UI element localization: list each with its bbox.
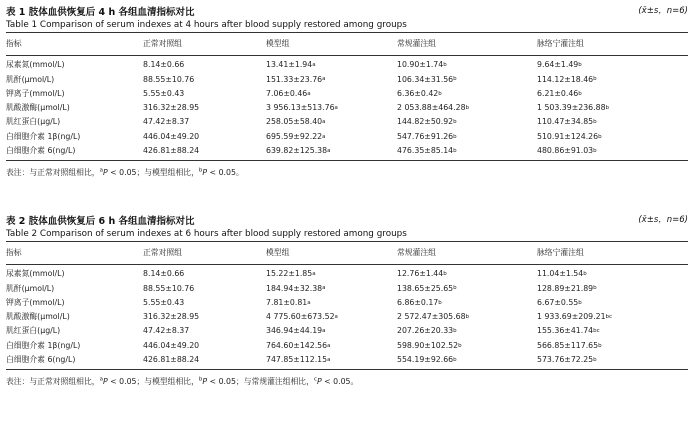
model-value: 346.94±44.19 a xyxy=(266,326,326,336)
model-value: 258.05±58.40 a xyxy=(266,117,326,127)
table-2-header-normal: 正常对照组 xyxy=(143,248,182,258)
table-1-caption-en: Table 1 Comparison of serum indexes at 4 hours after blood supply restored among groups xyxy=(6,20,407,30)
model-value: 15.22±1.85 a xyxy=(266,269,316,279)
table-1-header-row xyxy=(6,33,688,55)
routine-value: 10.90±1.74 b xyxy=(397,60,447,70)
table-row xyxy=(6,144,688,158)
model-value: 151.33±23.76 a xyxy=(266,74,326,84)
row-label: 钾离子(mmol/L) xyxy=(6,297,65,307)
model-value: 3 956.13±513.76 a xyxy=(266,103,338,113)
mailuoning-value: 155.36±41.74 bc xyxy=(537,326,600,336)
normal-value: 8.14±0.66 xyxy=(143,269,185,279)
row-label: 尿素氮(mmol/L) xyxy=(6,60,65,70)
table-row xyxy=(6,310,688,324)
table-2-title-row xyxy=(6,213,688,227)
table-1-body xyxy=(6,56,688,160)
mailuoning-value: 1 503.39±236.88 b xyxy=(537,103,610,113)
model-value: 7.81±0.81 a xyxy=(266,297,311,307)
row-label: 肌酸激酶(μmol/L) xyxy=(6,103,70,113)
model-value: 4 775.60±673.52 a xyxy=(266,312,338,322)
mailuoning-value: 1 933.69±209.21 bc xyxy=(537,312,613,322)
routine-value: 138.65±25.65 b xyxy=(397,283,457,293)
table-2 xyxy=(6,213,688,387)
table-2-header-mailuoning: 脉络宁灌注组 xyxy=(537,248,584,258)
table-row xyxy=(6,296,688,310)
table-1-header-normal: 正常对照组 xyxy=(143,39,182,49)
table-2-stat-note: (x̄±s，n=6) xyxy=(638,215,688,225)
table-row xyxy=(6,101,688,115)
table-row xyxy=(6,87,688,101)
normal-value: 426.81±88.24 xyxy=(143,355,200,365)
mailuoning-value: 110.47±34.85 b xyxy=(537,117,597,127)
routine-value: 476.35±85.14 b xyxy=(397,146,457,156)
mailuoning-value: 6.67±0.55 b xyxy=(537,297,582,307)
mailuoning-value: 11.04±1.54 b xyxy=(537,269,587,279)
routine-value: 2 572.47±305.68 b xyxy=(397,312,470,322)
table-2-footnote: 表注：与正常对照组相比，$^a$P < 0.05；与模型组相比，$^b$P < 0.05；与常规灌注组相比，$^c$P < 0.05。 xyxy=(6,376,359,387)
normal-value: 8.14±0.66 xyxy=(143,60,185,70)
mailuoning-value: 128.89±21.89 b xyxy=(537,283,597,293)
routine-value: 598.90±102.52 b xyxy=(397,340,462,350)
routine-value: 2 053.88±464.28 b xyxy=(397,103,470,113)
table-2-caption-cn: 表 2 肢体血供恢复后 6 h 各组血清指标对比 xyxy=(6,216,195,227)
row-label: 白细胞介素 6(ng/L) xyxy=(6,146,76,156)
model-value: 747.85±112.15 a xyxy=(266,355,331,365)
table-row xyxy=(6,129,688,143)
routine-value: 207.26±20.33 b xyxy=(397,326,457,336)
table-2-header-model: 模型组 xyxy=(266,248,290,258)
table-2-header-routine: 常规灌注组 xyxy=(397,248,436,258)
mailuoning-value: 9.64±1.49 b xyxy=(537,60,582,70)
row-label: 肌酐(μmol/L) xyxy=(6,74,55,84)
normal-value: 5.55±0.43 xyxy=(143,88,185,98)
routine-value: 106.34±31.56 b xyxy=(397,74,457,84)
table-1-header-routine: 常规灌注组 xyxy=(397,39,436,49)
normal-value: 47.42±8.37 xyxy=(143,326,190,336)
normal-value: 316.32±28.95 xyxy=(143,103,200,113)
normal-value: 316.32±28.95 xyxy=(143,312,200,322)
routine-value: 6.36±0.42 b xyxy=(397,88,442,98)
row-label: 肌红蛋白(μg/L) xyxy=(6,117,61,127)
table-row xyxy=(6,338,688,352)
normal-value: 5.55±0.43 xyxy=(143,297,185,307)
row-label: 肌红蛋白(μg/L) xyxy=(6,326,61,336)
mailuoning-value: 480.86±91.03 b xyxy=(537,146,597,156)
row-label: 尿素氮(mmol/L) xyxy=(6,269,65,279)
row-label: 肌酸激酶(μmol/L) xyxy=(6,312,70,322)
mailuoning-value: 114.12±18.46 b xyxy=(537,74,597,84)
normal-value: 426.81±88.24 xyxy=(143,146,200,156)
normal-value: 446.04±49.20 xyxy=(143,131,200,141)
routine-value: 144.82±50.92 b xyxy=(397,117,457,127)
table-1-caption-cn: 表 1 肢体血供恢复后 4 h 各组血清指标对比 xyxy=(6,7,195,18)
table-1-header-indicator: 指标 xyxy=(6,39,22,49)
table-1 xyxy=(6,4,688,178)
table-row xyxy=(6,115,688,129)
table-2-header-indicator: 指标 xyxy=(6,248,22,258)
model-value: 184.94±32.38 a xyxy=(266,283,326,293)
model-value: 13.41±1.94 a xyxy=(266,60,316,70)
normal-value: 446.04±49.20 xyxy=(143,340,200,350)
routine-value: 6.86±0.17 b xyxy=(397,297,442,307)
model-value: 764.60±142.56 a xyxy=(266,340,331,350)
routine-value: 12.76±1.44 b xyxy=(397,269,447,279)
row-label: 白细胞介素 6(ng/L) xyxy=(6,355,76,365)
table-row xyxy=(6,324,688,338)
routine-value: 547.76±91.26 b xyxy=(397,131,457,141)
table-1-footnote: 表注：与正常对照组相比，$^a$P < 0.05；与模型组相比，$^b$P < 0.05。 xyxy=(6,167,244,178)
normal-value: 88.55±10.76 xyxy=(143,74,195,84)
mailuoning-value: 6.21±0.46 b xyxy=(537,88,582,98)
mailuoning-value: 510.91±124.26 b xyxy=(537,131,602,141)
row-label: 白细胞介素 1β(ng/L) xyxy=(6,340,81,350)
table-row xyxy=(6,72,688,86)
table-row xyxy=(6,353,688,367)
table-2-body xyxy=(6,265,688,369)
model-value: 7.06±0.46 a xyxy=(266,88,311,98)
model-value: 695.59±92.22 a xyxy=(266,131,326,141)
table-1-title-row xyxy=(6,4,688,18)
row-label: 钾离子(mmol/L) xyxy=(6,88,65,98)
mailuoning-value: 573.76±72.25 b xyxy=(537,355,597,365)
table-2-header-row xyxy=(6,242,688,264)
table-1-header-model: 模型组 xyxy=(266,39,290,49)
table-row xyxy=(6,58,688,72)
table-row xyxy=(6,281,688,295)
model-value: 639.82±125.38 a xyxy=(266,146,331,156)
mailuoning-value: 566.85±117.65 b xyxy=(537,340,602,350)
table-1-header-mailuoning: 脉络宁灌注组 xyxy=(537,39,584,49)
row-label: 白细胞介素 1β(ng/L) xyxy=(6,131,81,141)
table-row xyxy=(6,267,688,281)
row-label: 肌酐(μmol/L) xyxy=(6,283,55,293)
table-1-stat-note: (x̄±s，n=6) xyxy=(638,6,688,16)
normal-value: 88.55±10.76 xyxy=(143,283,195,293)
normal-value: 47.42±8.37 xyxy=(143,117,190,127)
routine-value: 554.19±92.66 b xyxy=(397,355,457,365)
table-2-caption-en: Table 2 Comparison of serum indexes at 6 hours after blood supply restored among groups xyxy=(6,229,407,239)
